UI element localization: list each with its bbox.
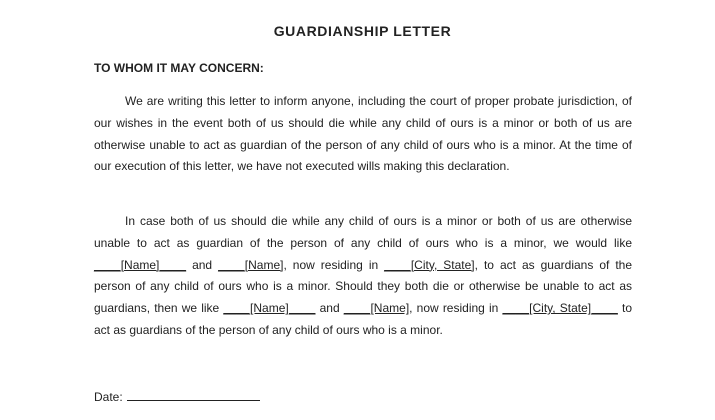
paragraph-intent: We are writing this letter to inform anyone, including the court of proper probate jurisdiction, of our wishes in the event both of us should die while any child of ours is a minor or both of us are otherwise unable to act as guardian of the person of any child of ours who is a minor. At the time of our execution of this letter, we have not executed wills making this declaration. xyxy=(94,94,632,174)
paragraph-guardians xyxy=(94,211,632,342)
paragraph-text: , now residing in xyxy=(409,301,503,316)
salutation: TO WHOM IT MAY CONCERN: xyxy=(94,61,264,75)
paragraph-text: and xyxy=(186,257,219,272)
document-title: GUARDIANSHIP LETTER xyxy=(273,23,452,39)
guardian-name-blank-2: ____[Name] xyxy=(218,257,284,272)
city-state-blank-2: ____[City, State]____ xyxy=(502,301,618,316)
paragraph-text: to act as guardians of the person of any child of ours who is a minor. xyxy=(94,301,632,337)
date-label: Date: xyxy=(94,390,123,404)
alternate-name-blank-2: ____[Name] xyxy=(343,301,410,316)
alternate-name-blank-1: ____[Name]____ xyxy=(223,301,316,316)
date-field xyxy=(94,388,260,404)
city-state-blank-1: ____[City, State] xyxy=(384,257,475,272)
date-line xyxy=(127,388,260,401)
paragraph-text: , now residing in xyxy=(283,257,385,272)
paragraph-text: , to act as guardians of the person of any child of ours who is a minor. Should they both die or otherwise be unable to act as guardians, then we like xyxy=(94,257,633,316)
guardian-name-blank-1: ____[Name]____ xyxy=(94,257,187,272)
paragraph-text: In case both of us should die while any child of ours is a minor or both of us are otherwise unable to act as guardian of the person of any child of ours who is a minor, we would like xyxy=(94,214,632,250)
paragraph-text: and xyxy=(315,301,344,316)
